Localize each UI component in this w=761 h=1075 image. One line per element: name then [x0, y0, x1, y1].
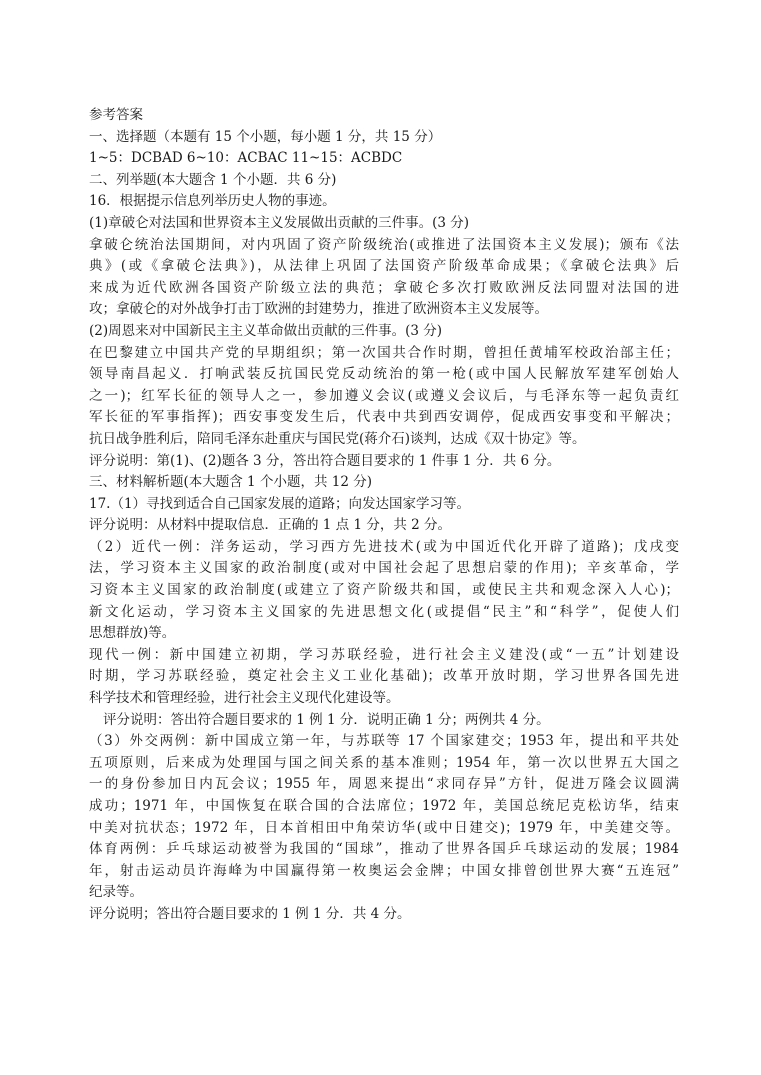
document-line: 在巴黎建立中国共产党的早期组织；第一次国共合作时期，曾担任黄埔军校政治部主任；	[89, 344, 679, 361]
document-line: 典》(或《拿破仑法典》)，从法律上巩固了法国资产阶级革命成果；《拿破仑法典》后	[89, 258, 679, 275]
document-line: 三、材料解析题(本大题含 1 个小题，共 12 分)	[89, 474, 372, 491]
document-line: 17.（1）寻找到适合自己国家发展的道路；向发达国家学习等。	[89, 495, 471, 512]
document-line: （2）近代一例：洋务运动，学习西方先进技术(或为中国近代化开辟了道路)；戊戌变	[89, 538, 679, 555]
document-line: （3）外交两例：新中国成立第一年，与苏联等 17 个国家建交；1953 年，提出和平共处	[89, 733, 679, 750]
document-line: 领导南昌起义．打响武装反抗国民党反动统治的第一枪(或中国人民解放军建军创始人	[89, 366, 679, 383]
answer-document	[89, 105, 679, 926]
document-line: 二、列举题(本大题含 1 个小题．共 6 分)	[89, 171, 337, 188]
document-line: 军长征的军事指挥)；西安事变发生后，代表中共到西安调停，促成西安事变和平解决；	[89, 409, 679, 426]
document-line: 拿破仑统治法国期间，对内巩固了资产阶级统治(或推进了法国资本主义发展)；颁布《法	[89, 236, 679, 253]
document-line: 年，射击运动员许海峰为中国赢得第一枚奥运会金牌；中国女排曾创世界大赛“五连冠”	[89, 862, 679, 879]
document-line: 习资本主义国家的政治制度(或建立了资产阶级共和国，或使民主共和观念深入人心)；	[89, 582, 679, 599]
document-line: 评分说明；答出符合题目要求的 1 例 1 分．共 4 分。	[89, 905, 411, 922]
document-line: 16．根据提示信息列举历史人物的事迹。	[89, 193, 336, 210]
document-line: 评分说明：从材料中提取信息．正确的 1 点 1 分，共 2 分。	[89, 517, 452, 534]
document-line: (1)章破仑对法国和世界资本主义发展做出贡献的三件事。(3 分)	[89, 214, 470, 231]
document-line: 一、选择题（本题有 15 个小题，每小题 1 分，共 15 分）	[89, 128, 442, 145]
document-line: 思想群放)等。	[89, 625, 176, 642]
document-line: 法，学习资本主义国家的政治制度(或对中国社会起了思想启蒙的作用)；辛亥革命，学	[89, 560, 679, 577]
document-line: 参考答案	[89, 107, 143, 123]
document-line: 之一)；红军长征的领导人之一，参加遵义会议(或遵义会议后，与毛泽东等一起负责红	[89, 387, 679, 404]
document-line: 来成为近代欧洲各国资产阶级立法的典范；拿破仑多次打败欧洲反法同盟对法国的进	[89, 279, 679, 296]
document-line: 一的身份参加日内瓦会议；1955 年，周恩来提出“求同存异”方针，促进万隆会议圆满	[89, 776, 679, 793]
document-line: 成功；1971 年，中国恢复在联合国的合法席位；1972 年，美国总统尼克松访华，结束	[89, 798, 679, 814]
document-line: 评分说明：第(1)、(2)题各 3 分，答出符合题目要求的 1 件事 1 分．共 6 分。	[89, 452, 561, 469]
document-line: 新文化运动，学习资本主义国家的先进思想文化(或提倡“民主”和“科学”，促使人们	[89, 603, 679, 620]
document-line: 五项原则，后来成为处理国与国之间关系的基本准则；1954 年，第一次以世界五大国之	[89, 754, 679, 771]
document-line: (2)周恩来对中国新民主主义革命做出贡献的三件事。(3 分)	[89, 322, 443, 339]
document-line: 体育两例：乒乓球运动被誉为我国的“国球”，推动了世界各国乒乓球运动的发展；1984	[89, 841, 679, 858]
document-line: 抗日战争胜利后，陪同毛泽东赴重庆与国民党(蒋介石)谈判，达成《双十协定》等。	[89, 430, 586, 447]
document-line: 1~5：DCBAD 6~10：ACBAC 11~15：ACBDC	[89, 150, 403, 167]
document-line: 攻；拿破仑的对外战争打击丁欧洲的封建势力，推进了欧洲资本主义发展等。	[89, 301, 548, 318]
document-line: 评分说明：答出符合题目要求的 1 例 1 分．说明正确 1 分；两例共 4 分。	[103, 711, 550, 728]
document-line: 纪录等。	[89, 884, 143, 901]
document-line: 中美对抗状态；1972 年，日本首相田中角荣访华(或中日建交)；1979 年，中美建交等。	[89, 819, 679, 836]
document-line: 科学技术和管理经验，进行社会主义现代化建设等。	[89, 690, 400, 707]
document-line: 现代一例：新中国建立初期，学习苏联经验，进行社会主义建没(或“一五”计划建设	[89, 646, 679, 663]
document-line: 时期，学习苏联经验，奠定社会主义工业化基础)；改革开放时期，学习世界各国先进	[89, 668, 679, 685]
